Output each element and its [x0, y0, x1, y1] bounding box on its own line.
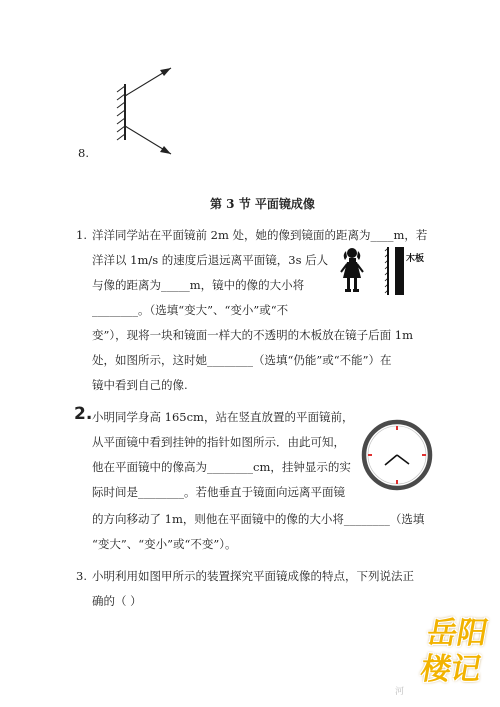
question-2-line: 从平面镜中看到挂钟的指针如图所示．由此可知， — [92, 435, 345, 449]
question-3-number: 3. — [76, 569, 87, 583]
question-1-line: 与像的距离为_____m，镜中的像的大小将 — [92, 278, 305, 292]
section-title: 第 3 节 平面镜成像 — [210, 197, 315, 211]
question-2-line: 他在平面镜中的像高为________cm，挂钟显示的实 — [92, 460, 351, 474]
question-8-number: 8. — [78, 146, 89, 160]
question-1-line: 洋洋同学站在平面镜前 2m 处，她的像到镜面的距离为____m，若 — [92, 228, 428, 242]
question-3-line: 确的（ ） — [92, 594, 142, 608]
question-1-line: 变”），现将一块和镜面一样大的不透明的木板放在镜子后面 1m — [92, 328, 414, 342]
question-2-line: “变大”、“变小”或“不变”）。 — [92, 537, 237, 551]
question-2-number: 2. — [74, 404, 93, 424]
board-label: 木板 — [406, 254, 425, 264]
question-2-line: 的方向移动了 1m，则他在平面镜中的像的大小将________（选填 — [92, 512, 425, 526]
watermark-text: 岳阳楼记 — [417, 616, 491, 687]
question-2-line: 际时间是________。若他垂直于镜面向远离平面镜 — [92, 485, 345, 499]
question-1-line: 镜中看到自己的像. — [92, 378, 188, 392]
mirror-reflection-diagram — [108, 62, 198, 172]
watermark-logo — [417, 616, 500, 704]
question-2-line: 小明同学身高 165cm，站在竖直放置的平面镜前， — [92, 410, 354, 424]
question-1-line: 处，如图所示，这时她________（选填“仍能”或“不能”）在 — [92, 353, 392, 367]
question-1-line: 洋洋以 1m/s 的速度后退远离平面镜，3s 后人 — [92, 253, 329, 267]
board-icon — [395, 247, 404, 295]
mirror-icon — [385, 247, 388, 295]
question-1-line: ________。（选填“变大”、“变小”或“不 — [92, 303, 289, 317]
clock-icon — [361, 419, 433, 491]
girl-icon — [341, 248, 363, 292]
watermark-small-text: 河 — [395, 687, 405, 697]
question-1-number: 1. — [76, 228, 87, 242]
question-3-line: 小明利用如图甲所示的装置探究平面镜成像的特点，下列说法正 — [92, 569, 414, 583]
